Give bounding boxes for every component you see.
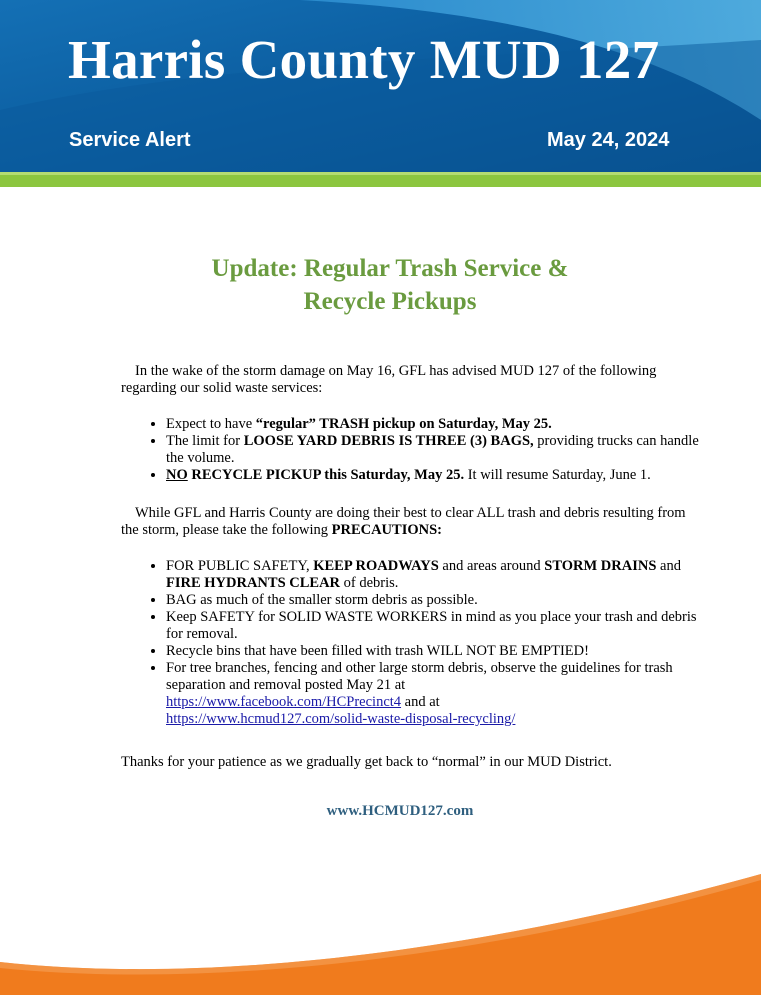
waste-disposal-link[interactable]: https://www.hcmud127.com/solid-waste-disposal-recycling/ [166,711,516,727]
headline-line-1: Update: Regular Trash Service & [211,255,569,282]
precautions-list [121,558,706,728]
website-link[interactable]: www.HCMUD127.com [326,803,474,819]
closing-paragraph: Thanks for your patience as we gradually get back to “normal” in our MUD District. [121,754,612,770]
service-alert-label: Service Alert [69,129,191,151]
list-item: • BAG as much of the smaller storm debris as possible. [166,592,706,609]
alert-date: May 24, 2024 [547,129,670,151]
service-update-list [121,416,706,484]
precautions-intro: While GFL and Harris County are doing their best to clear ALL trash and debris resulting from the storm, please take the following PRECAUTIONS: [121,505,686,538]
list-item: • Recycle bins that have been filled with trash WILL NOT BE EMPTIED! [166,643,706,660]
list-item: • The limit for LOOSE YARD DEBRIS IS THREE (3) BAGS, providing trucks can handle the volume. [166,433,706,467]
facebook-link[interactable]: https://www.facebook.com/HCPrecinct4 [166,694,402,710]
list-item: • For tree branches, fencing and other large storm debris, observe the guidelines for trash separation and removal posted May 21 at https://www.facebook.com/HCPrecinct4 and at https://www.hcmud127.com/solid-waste-disposal-recycling/ [166,660,706,728]
intro-paragraph: In the wake of the storm damage on May 16, GFL has advised MUD 127 of the following regarding our solid waste services: [121,363,657,396]
organization-title: Harris County MUD 127 [68,29,660,90]
page-headline [100,252,680,318]
header-banner [0,0,761,187]
headline-line-2: Recycle Pickups [303,288,477,315]
list-item: • Keep SAFETY for SOLID WASTE WORKERS in mind as you place your trash and debris for removal. [166,609,706,643]
list-item: • NO RECYCLE PICKUP this Saturday, May 25. It will resume Saturday, June 1. [166,467,706,484]
list-item: • Expect to have “regular” TRASH pickup on Saturday, May 25. [166,416,706,433]
list-item: • FOR PUBLIC SAFETY, KEEP ROADWAYS and areas around STORM DRAINS and FIRE HYDRANTS CLEAR of debris. [166,558,706,592]
footer-swoosh [0,860,761,995]
